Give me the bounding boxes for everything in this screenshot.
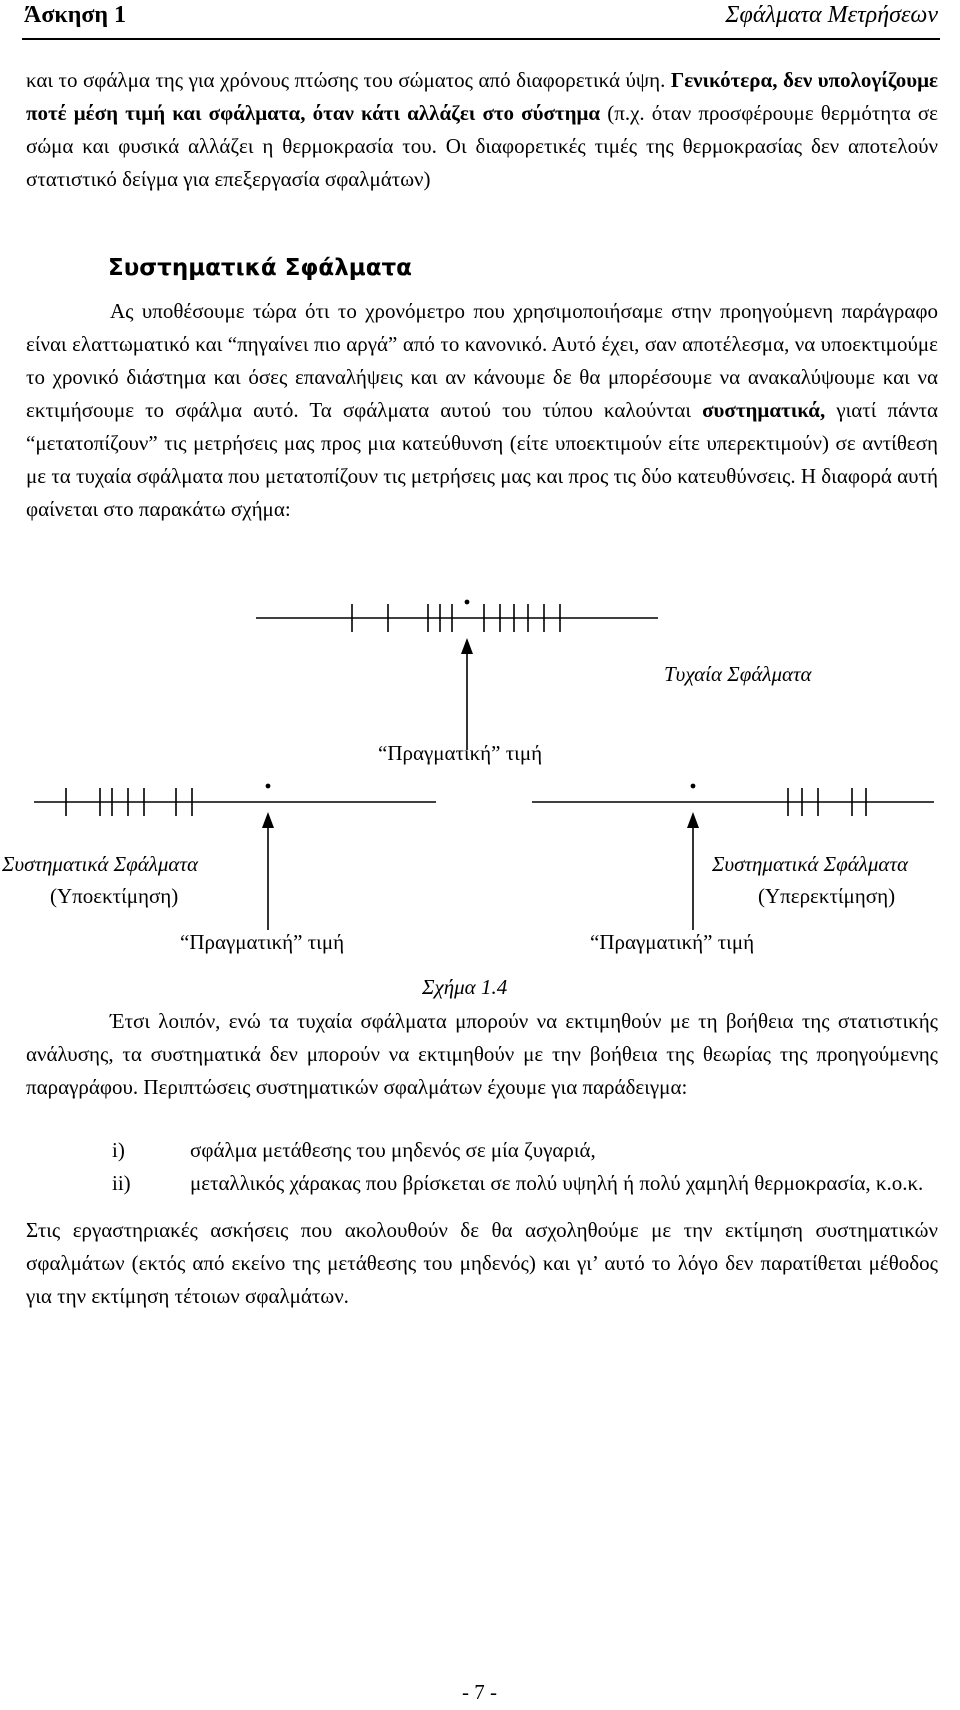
random-errors-label: Τυχαία Σφάλματα [664, 662, 812, 686]
arrowhead-left [262, 812, 274, 828]
overestimation-sublabel: (Υπερεκτίμηση) [758, 884, 896, 908]
section-heading: Συστηματικά Σφάλματα [108, 255, 412, 281]
paragraph-bold-term: συστηματικά, [702, 398, 826, 422]
true-value-label-top: “Πραγματική” τιμή [378, 741, 543, 765]
figure-caption: Σχήμα 1.4 [422, 975, 508, 999]
intro-bold-statement: Γενικότερα, δεν υπολογίζουμε ποτέ μέση τιμή και σφάλματα, όταν κάτι αλλάζει στο σύστημα [26, 68, 939, 125]
header-exercise-title: Άσκηση 1 [24, 2, 127, 28]
list-item-text: μεταλλικός χάρακας που βρίσκεται σε πολύ υψηλή ή πολύ χαμηλή θερμοκρασία, κ.ο.κ. [190, 1171, 924, 1195]
header-section-title: Σφάλματα Μετρήσεων [725, 2, 938, 28]
list-item [26, 1134, 938, 1167]
page-number: - 7 - [462, 1680, 497, 1704]
paragraph-text-part2: γιατί πάντα “μετατοπίζουν” τις μετρήσεις μας προς μια κατεύθυνση (είτε υποεκτιμούν είτε υπερεκτιμούν) σε αντίθεση με τα τυχαία σφάλματα που μετατοπίζουν τις μετρήσεις μας και προς τις δύο κατευθύνσεις. Η διαφορά αυτή φαίνεται στο παρακάτω σχήμα: [26, 398, 939, 521]
true-value-dot-top [465, 600, 470, 605]
true-value-dot-left [266, 784, 271, 789]
intro-rest: (π.χ. όταν προσφέρουμε θερμότητα σε σώμα και φυσικά αλλάζει η θερμοκρασία του. Οι διαφορετικές τιμές της θερμοκρασίας δεν αποτελούν στατιστικό δείγμα για επεξεργασία σφαλμάτων) [26, 101, 938, 191]
intro-paragraph [26, 64, 938, 196]
intro-line1: και το σφάλμα της για χρόνους πτώσης του σώματος από διαφορετικά ύψη. [26, 68, 666, 92]
paragraph-text-part1: Ας υποθέσουμε τώρα ότι το χρονόμετρο που χρησιμοποιήσαμε στην προηγούμενη παράγραφο είναι ελαττωματικό και “πηγαίνει πιο αργά” από το κανονικό. Αυτό έχει, σαν αποτέλεσμα, να υποεκτιμούμε το χρονικό διάστημα και όσες επαναλήψεις και αν κάνουμε δε θα μπορέσουμε να ανακαλύψουμε και να εκτιμήσουμε το σφάλμα αυτό. Τα σφάλματα αυτού του τύπου καλούνται [26, 299, 938, 422]
final-paragraph [26, 1214, 938, 1313]
underestimation-sublabel: (Υποεκτίμηση) [50, 884, 179, 908]
true-value-label-left: “Πραγματική” τιμή [180, 930, 345, 954]
list-item-text: σφάλμα μετάθεσης του μηδενός σε μία ζυγαριά, [190, 1138, 596, 1162]
error-figure [0, 590, 960, 970]
overestimation-label: Συστηματικά Σφάλματα [712, 852, 908, 876]
true-value-dot-right [691, 784, 696, 789]
systematic-errors-paragraph [26, 295, 938, 526]
underestimation-label: Συστηματικά Σφάλματα [2, 852, 198, 876]
conclusion-paragraph [26, 1005, 938, 1104]
page-header [22, 2, 940, 40]
true-value-label-right: “Πραγματική” τιμή [590, 930, 755, 954]
list-item-number: i) [112, 1138, 125, 1162]
list-item-number: ii) [112, 1171, 131, 1195]
arrowhead-right [687, 812, 699, 828]
conclusion-text: Έτσι λοιπόν, ενώ τα τυχαία σφάλματα μπορούν να εκτιμηθούν με τη βοήθεια της στατιστικής ανάλυσης, τα συστηματικά δεν μπορούν να εκτιμηθούν με την βοήθεια της θεωρίας της προηγούμενης παραγράφου. Περιπτώσεις συστηματικών σφαλμάτων έχουμε για παράδειγμα: [26, 1009, 938, 1099]
final-text: Στις εργαστηριακές ασκήσεις που ακολουθούν δε θα ασχοληθούμε με την εκτίμηση συστηματικών σφαλμάτων (εκτός από εκείνο της μετάθεσης του μηδενός) και γι’ αυτό το λόγο δεν παρατίθεται μέθοδος για την εκτίμηση τέτοιων σφαλμάτων. [26, 1218, 938, 1308]
arrowhead-top [461, 638, 473, 654]
